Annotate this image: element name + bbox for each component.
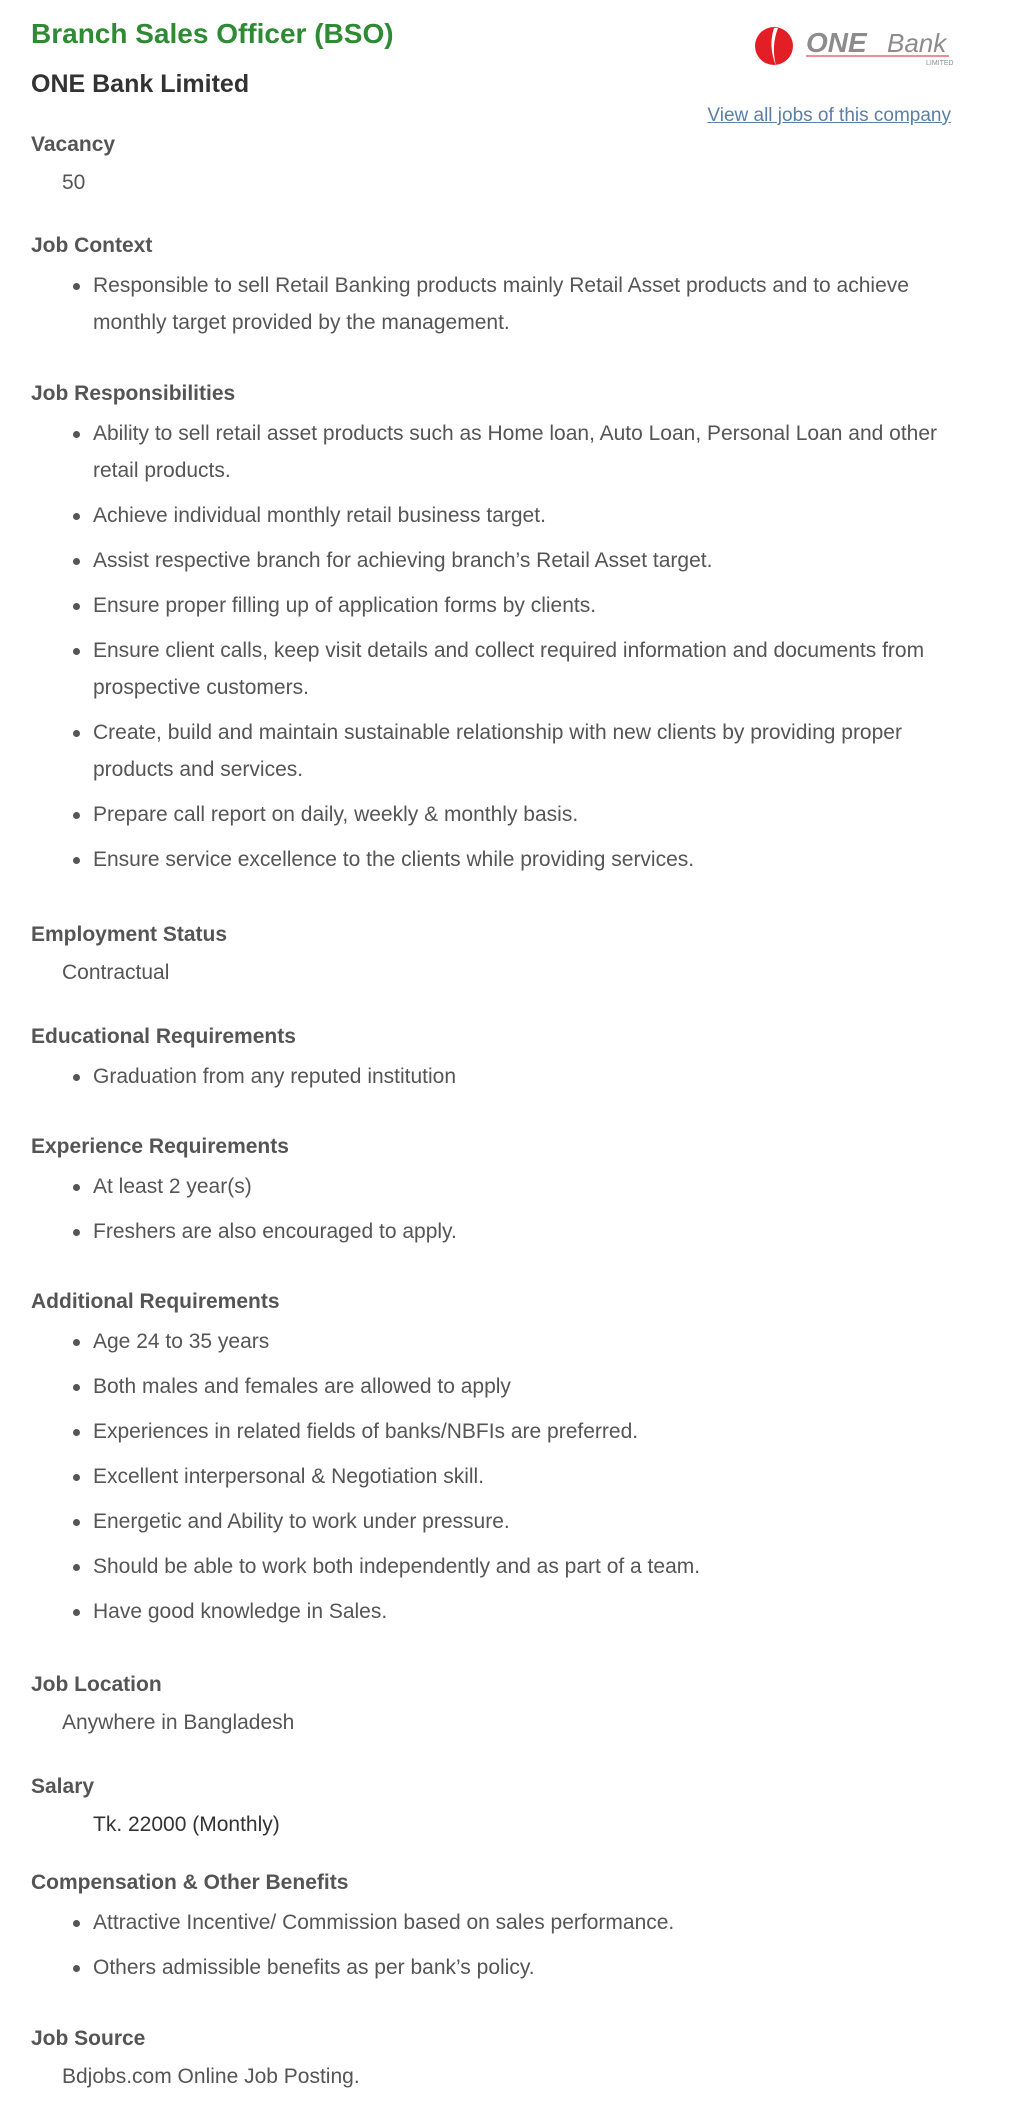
salary-section <box>31 1772 951 1840</box>
job-location-section <box>31 1670 951 1738</box>
job-responsibilities-section <box>31 379 951 886</box>
experience-requirements-heading: Experience Requirements <box>31 1135 289 1158</box>
vacancy-heading: Vacancy <box>31 133 116 156</box>
compensation-benefits-list <box>31 1904 951 1986</box>
list-item: Ensure proper filling up of application forms by clients. <box>93 587 951 624</box>
job-location-value: Anywhere in Bangladesh <box>62 1711 295 1734</box>
job-source-section <box>31 2024 951 2092</box>
list-item: Achieve individual monthly retail business target. <box>93 497 951 534</box>
job-context-section <box>31 231 951 349</box>
list-item: Ensure service excellence to the clients while providing services. <box>93 841 951 878</box>
list-item: Have good knowledge in Sales. <box>93 1593 951 1630</box>
list-item: Others admissible benefits as per bank’s policy. <box>93 1949 951 1986</box>
educational-requirements-section <box>31 1022 951 1103</box>
list-item: At least 2 year(s) <box>93 1168 951 1205</box>
list-item: Create, build and maintain sustainable relationship with new clients by providing proper products and services. <box>93 714 951 788</box>
job-context-list <box>31 267 951 341</box>
svg-text:Bank: Bank <box>887 28 947 58</box>
view-all-jobs-link[interactable]: View all jobs of this company <box>707 105 951 126</box>
list-item: Attractive Incentive/ Commission based on sales performance. <box>93 1904 951 1941</box>
svg-text:LIMITED: LIMITED <box>926 60 954 67</box>
compensation-benefits-section <box>31 1868 951 1994</box>
company-logo <box>754 22 954 68</box>
list-item: Age 24 to 35 years <box>93 1323 951 1360</box>
list-item: Should be able to work both independently and as part of a team. <box>93 1548 951 1585</box>
job-location-heading: Job Location <box>31 1673 162 1696</box>
company-name: ONE Bank Limited <box>31 70 250 98</box>
job-responsibilities-list <box>31 415 951 878</box>
list-item: Experiences in related fields of banks/NBFIs are preferred. <box>93 1413 951 1450</box>
list-item: Responsible to sell Retail Banking products mainly Retail Asset products and to achieve monthly target provided by the management. <box>93 267 951 341</box>
job-source-heading: Job Source <box>31 2027 146 2050</box>
job-context-heading: Job Context <box>31 234 153 257</box>
vacancy-value: 50 <box>62 171 86 194</box>
job-source-value: Bdjobs.com Online Job Posting. <box>62 2065 360 2088</box>
educational-requirements-heading: Educational Requirements <box>31 1025 296 1048</box>
list-item: Prepare call report on daily, weekly & monthly basis. <box>93 796 951 833</box>
additional-requirements-list <box>31 1323 951 1630</box>
employment-status-section <box>31 920 951 988</box>
salary-heading: Salary <box>31 1775 95 1798</box>
additional-requirements-section <box>31 1287 951 1638</box>
job-responsibilities-heading: Job Responsibilities <box>31 382 236 405</box>
list-item: Both males and females are allowed to apply <box>93 1368 951 1405</box>
educational-requirements-list <box>31 1058 951 1095</box>
employment-status-value: Contractual <box>62 961 170 984</box>
experience-requirements-section <box>31 1132 951 1258</box>
list-item: Energetic and Ability to work under pressure. <box>93 1503 951 1540</box>
list-item: Assist respective branch for achieving branch’s Retail Asset target. <box>93 542 951 579</box>
salary-value: Tk. 22000 (Monthly) <box>93 1813 280 1836</box>
additional-requirements-heading: Additional Requirements <box>31 1290 280 1313</box>
list-item: Excellent interpersonal & Negotiation skill. <box>93 1458 951 1495</box>
list-item: Ensure client calls, keep visit details and collect required information and documents from prospective customers. <box>93 632 951 706</box>
job-title: Branch Sales Officer (BSO) <box>31 18 394 49</box>
experience-requirements-list <box>31 1168 951 1250</box>
list-item: Ability to sell retail asset products such as Home loan, Auto Loan, Personal Loan and other retail products. <box>93 415 951 489</box>
employment-status-heading: Employment Status <box>31 923 228 946</box>
list-item: Graduation from any reputed institution <box>93 1058 951 1095</box>
vacancy-section <box>31 130 951 198</box>
compensation-benefits-heading: Compensation & Other Benefits <box>31 1871 349 1894</box>
list-item: Freshers are also encouraged to apply. <box>93 1213 951 1250</box>
svg-text:ONE: ONE <box>806 27 867 58</box>
